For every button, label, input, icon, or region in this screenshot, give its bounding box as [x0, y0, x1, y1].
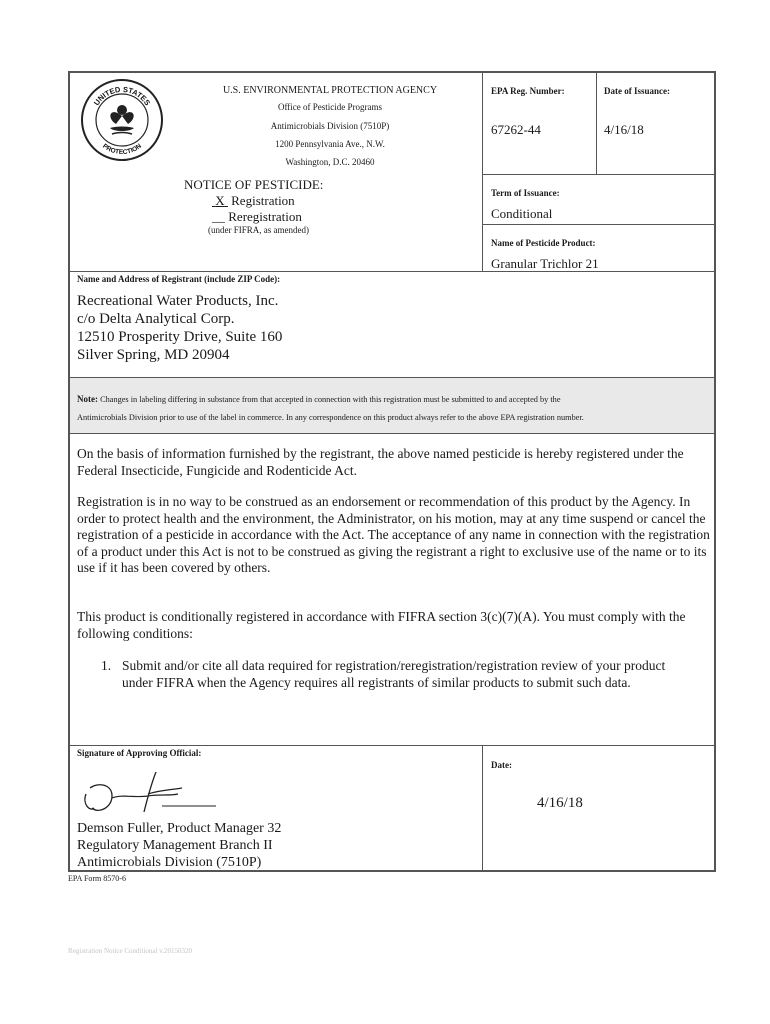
office-name: Office of Pesticide Programs: [277, 102, 383, 112]
registrant-line-1: Recreational Water Products, Inc.: [77, 293, 279, 309]
seal-text-bottom: PROTECTION: [101, 142, 143, 157]
reregistration-option: [212, 209, 302, 225]
issuance-date-value: 4/16/18: [604, 122, 644, 137]
registrant-line-2: c/o Delta Analytical Corp.: [77, 311, 235, 327]
registration-statement: On the basis of information furnished by the registrant, the above named pesticide is hereby registered under the Federal Insecticide, Fungicide and Rodenticide Act.: [77, 446, 684, 478]
reregistration-label: Reregistration: [228, 209, 302, 224]
svg-text:PROTECTION: [101, 143, 143, 157]
sign-date-value: 4/16/18: [537, 795, 583, 811]
official-division: Antimicrobials Division (7510P): [77, 855, 262, 870]
sign-date-label: Date:: [491, 760, 512, 770]
signature-image: [78, 768, 218, 820]
product-divider: [482, 224, 716, 225]
street-address: 1200 Pennsylvania Ave., N.W.: [275, 139, 385, 149]
official-block: [77, 820, 281, 871]
header-divider-vertical: [482, 73, 483, 271]
registrant-divider: [68, 271, 716, 272]
note-line-1: Changes in labeling differing in substance from that accepted in connection with this registration must be submitted to and accepted by the: [100, 395, 561, 404]
signature-label: Signature of Approving Official:: [77, 748, 202, 758]
reg-number-label: EPA Reg. Number:: [491, 86, 565, 96]
epa-seal-icon: [80, 76, 164, 164]
registrant-line-3: 12510 Prosperity Drive, Suite 160: [77, 329, 283, 345]
official-name: Demson Fuller, Product Manager 32: [77, 821, 282, 836]
condition-text: Submit and/or cite all data required for registration/reregistration/registration review of your product under FIFRA when the Agency requires all registrants of similar products to submit such data.: [122, 658, 666, 690]
signature-divider-vertical: [482, 745, 483, 872]
signature-divider: [68, 745, 716, 746]
registrant-address: [77, 292, 282, 364]
reg-number-value: 67262-44: [491, 122, 541, 137]
registration-label: Registration: [231, 193, 295, 208]
conditional-statement: This product is conditionally registered in accordance with FIFRA section 3(c)(7)(A). You must comply with the following conditions:: [77, 609, 686, 641]
condition-number: 1.: [101, 658, 112, 673]
registration-mark: X: [215, 193, 225, 208]
product-label: Name of Pesticide Product:: [491, 238, 596, 248]
note-label: Note:: [77, 394, 98, 404]
registrant-line-4: Silver Spring, MD 20904: [77, 347, 230, 363]
registrant-label: Name and Address of Registrant (include ZIP Code):: [77, 274, 281, 284]
term-value: Conditional: [491, 206, 553, 221]
term-label: Term of Issuance:: [491, 188, 560, 198]
svg-text:UNITED STATES: [92, 85, 152, 107]
division-name: Antimicrobials Division (7510P): [270, 121, 390, 131]
agency-name: U.S. ENVIRONMENTAL PROTECTION AGENCY: [222, 85, 438, 96]
notice-title: NOTICE OF PESTICIDE:: [184, 177, 324, 192]
note-divider-bottom: [68, 433, 716, 434]
issuance-date-label: Date of Issuance:: [604, 86, 670, 96]
footer-id: Registration Notice Conditional v.20150320: [68, 947, 192, 955]
registration-option: [212, 193, 295, 209]
term-divider: [482, 174, 716, 175]
fifra-note: (under FIFRA, as amended): [208, 225, 309, 235]
note-line-2: Antimicrobials Division prior to use of the label in commerce. In any correspondence on this product always refer to the above EPA registration number.: [77, 413, 584, 422]
product-value: Granular Trichlor 21: [491, 256, 599, 271]
official-branch: Regulatory Management Branch II: [77, 838, 273, 853]
form-id: EPA Form 8570-6: [68, 874, 126, 883]
reregistration-mark: __: [212, 209, 225, 224]
city-address: Washington, D.C. 20460: [285, 157, 375, 167]
date-divider-vertical: [596, 73, 597, 174]
epa-seal: [80, 76, 164, 164]
endorsement-disclaimer: Registration is in no way to be construed as an endorsement or recommendation of this product by the Agency. In order to protect health and the environment, the Administrator, on his motion, may at any time suspend or cancel the registration of a pesticide in accordance with the Act. The acceptance of any name in connection with the registration of a product under this Act is not to be construed as giving the registrant a right to exclusive use of the name or to its use if it has been covered by others.: [77, 494, 710, 575]
note-text: [77, 390, 709, 427]
seal-text-top: UNITED STATES: [91, 84, 153, 108]
